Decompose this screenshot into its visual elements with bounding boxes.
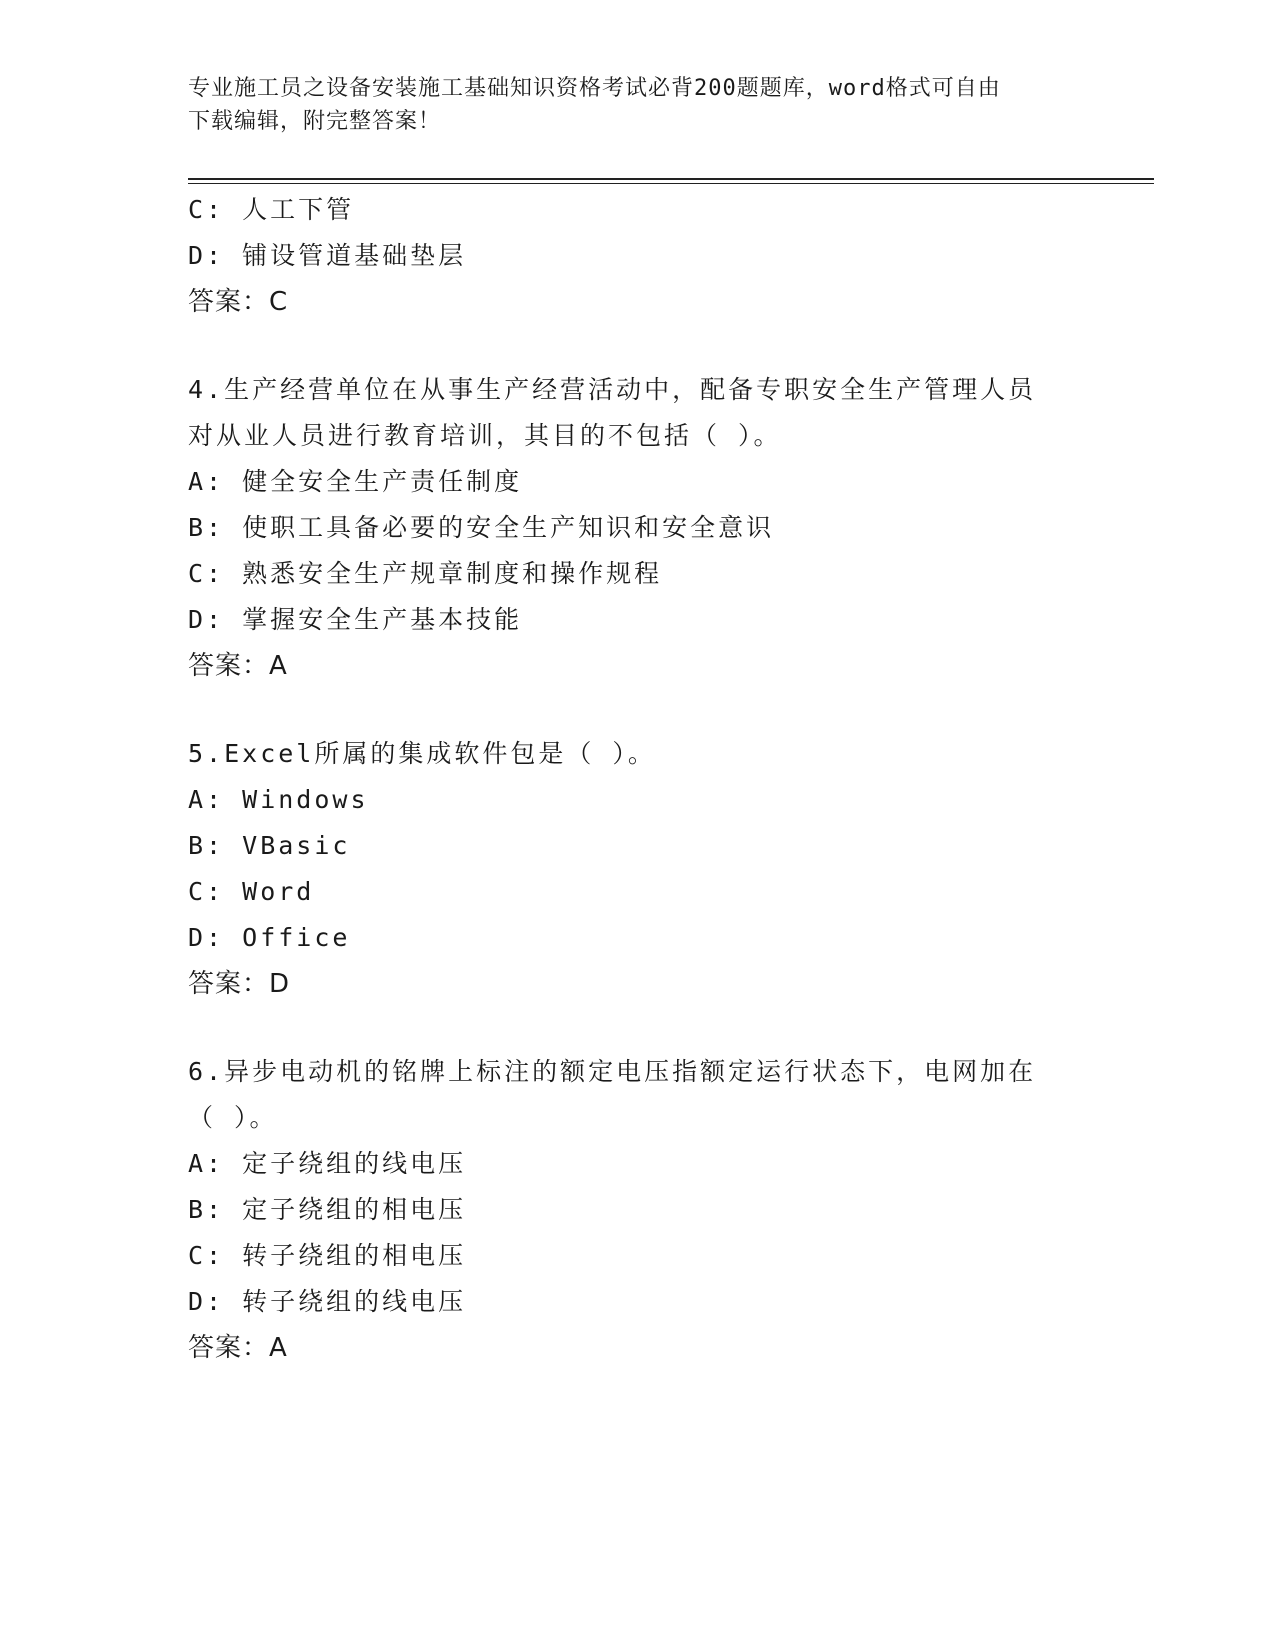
question-stem-continued: （ ）。 [188,1103,278,1132]
answer-line: 答案：D [188,969,291,999]
header-divider-thin [188,183,1154,184]
question-6 [188,1049,1088,1371]
option-c: C: 转子绕组的相电压 [188,1241,467,1270]
answer-line: 答案：A [188,651,288,681]
question-stem: 5.Excel所属的集成软件包是（ ）。 [188,739,656,768]
option-a: A: 定子绕组的线电压 [188,1149,467,1178]
option-c: C: Word [188,877,315,906]
spacer [188,689,1088,731]
option-d: D: Office [188,923,351,952]
option-d: D: 转子绕组的线电压 [188,1287,467,1316]
spacer [188,325,1088,367]
header-divider-thick [188,178,1154,180]
option-a: A: 健全安全生产责任制度 [188,467,523,496]
option-c: C: 熟悉安全生产规章制度和操作规程 [188,559,663,588]
question-3-tail [188,187,1088,325]
question-stem: 6.异步电动机的铭牌上标注的额定电压指额定运行状态下，电网加在 [188,1057,1037,1086]
option-a: A: Windows [188,785,369,814]
question-4 [188,367,1088,689]
option-d: D: 掌握安全生产基本技能 [188,605,523,634]
option-b: B: 定子绕组的相电压 [188,1195,467,1224]
header-line-1: 专业施工员之设备安装施工基础知识资格考试必背200题题库，word格式可自由 [188,76,1001,101]
option-b: B: VBasic [188,831,351,860]
option-b: B: 使职工具备必要的安全生产知识和安全意识 [188,513,775,542]
question-stem: 4.生产经营单位在从事生产经营活动中，配备专职安全生产管理人员 [188,375,1037,404]
header-line-2: 下载编辑，附完整答案！ [188,109,442,134]
spacer [188,1007,1088,1049]
answer-line: 答案：A [188,1333,288,1363]
question-5 [188,731,1088,1007]
answer-line: 答案：C [188,287,289,317]
document-header [188,72,1068,138]
question-list [188,187,1088,1371]
option-c: C: 人工下管 [188,195,355,224]
question-stem-continued: 对从业人员进行教育培训，其目的不包括（ ）。 [188,421,782,450]
option-d: D: 铺设管道基础垫层 [188,241,467,270]
